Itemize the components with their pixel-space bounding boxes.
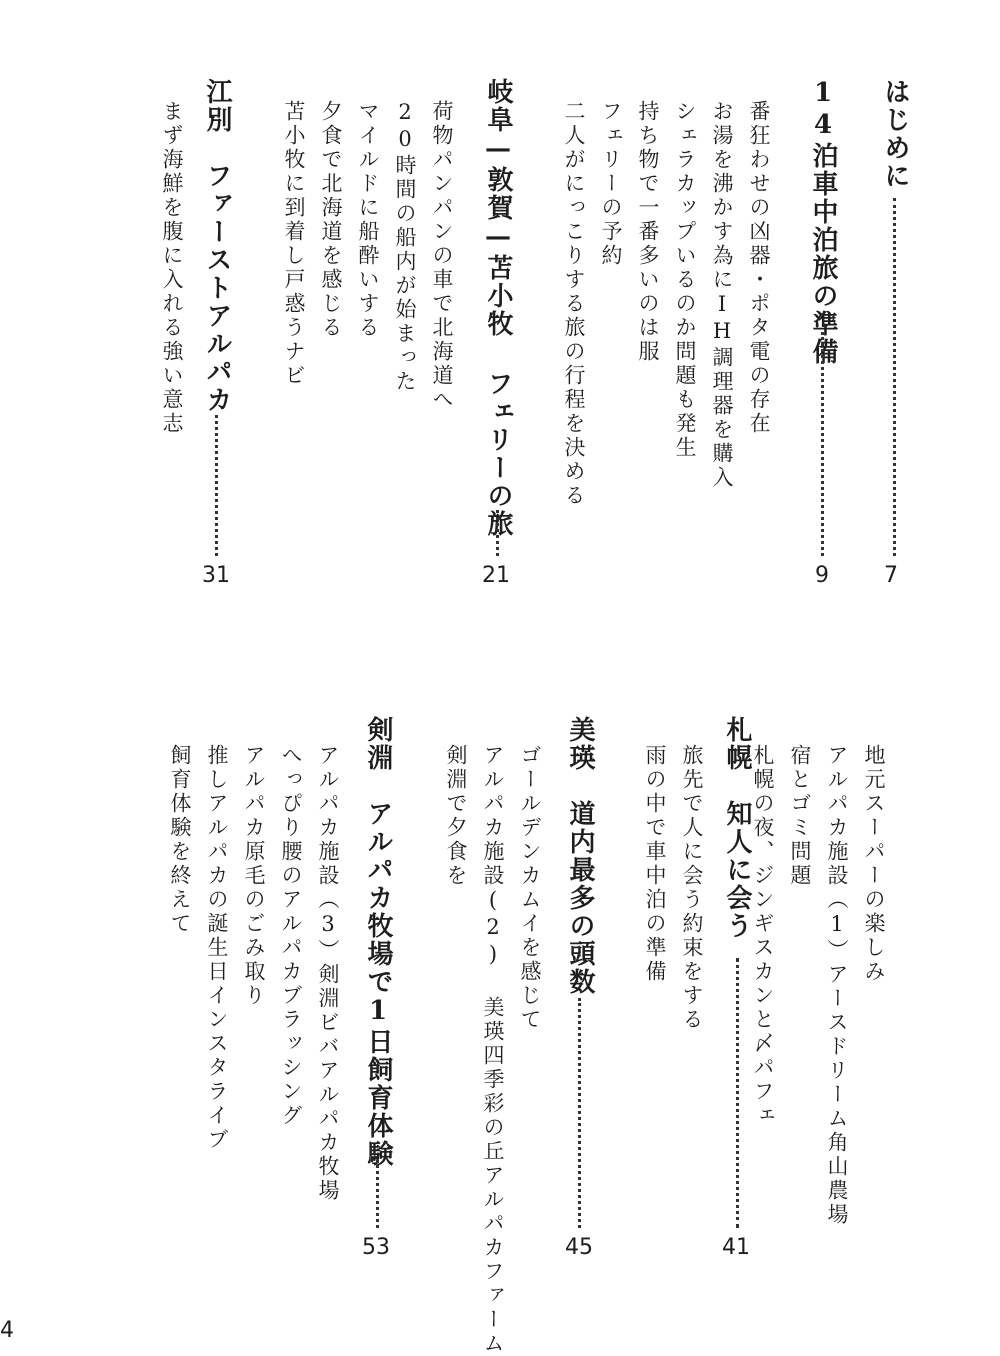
- toc-heading-kembuchi[interactable]: 剣淵 アルパカ牧場で1日飼育体験: [363, 716, 393, 1168]
- toc-subitem: まず海鮮を腹に入れる強い意志: [160, 100, 184, 436]
- toc-subitem: 旅先で人に会う約束をする: [680, 744, 704, 1032]
- toc-subitem: アルパカ施設（1）アースドリーム角山農場: [825, 744, 849, 1227]
- toc-subitem: 二人がにっこりする旅の行程を決める: [562, 100, 586, 508]
- toc-leader-dots: [736, 958, 749, 1228]
- toc-subitem: 地元スーパーの楽しみ: [862, 744, 886, 984]
- toc-heading-ferry[interactable]: 岐阜—敦賀—苫小牧 フェリーの旅: [483, 78, 513, 538]
- toc-leader-dots: [821, 332, 834, 556]
- toc-subitem: 荷物パンパンの車で北海道へ: [430, 100, 454, 412]
- toc-page-biei: 45: [565, 1235, 593, 1260]
- toc-heading-prep[interactable]: 14泊車中泊旅の準備: [808, 78, 838, 366]
- toc-page-intro: 7: [884, 563, 898, 588]
- toc-subitem: 雨の中で車中泊の準備: [643, 744, 667, 984]
- toc-heading-sapporo[interactable]: 札幌 知人に会う: [722, 716, 752, 940]
- toc-heading-ebetsu[interactable]: 江別 ファーストアルパカ: [202, 78, 232, 414]
- toc-subitem: 宿とゴミ問題: [788, 744, 812, 888]
- toc-page-ebetsu: 31: [202, 563, 230, 588]
- toc-subitem: 推しアルパカの誕生日インスタライブ: [205, 744, 229, 1152]
- toc-heading-intro[interactable]: はじめに: [880, 78, 910, 190]
- toc-subitem: 持ち物で一番多いのは服: [636, 100, 660, 364]
- toc-subitem: 札幌の夜、ジンギスカンと〆パフェ: [751, 744, 775, 1128]
- page-number: 4: [0, 1318, 14, 1343]
- toc-subitem: シェラカップいるのか問題も発生: [673, 100, 697, 460]
- toc-leader-dots: [376, 1160, 389, 1228]
- toc-subitem: お湯を沸かす為にIH調理器を購入: [710, 100, 734, 490]
- toc-subitem: マイルドに船酔いする: [356, 100, 380, 340]
- toc-subitem: へっぴり腰のアルパカブラッシング: [279, 744, 303, 1128]
- toc-subitem: アルパカ施設(2) 美瑛四季彩の丘アルパカファーム: [481, 744, 505, 1356]
- toc-subitem: 剣淵で夕食を: [444, 744, 468, 888]
- toc-subitem: 飼育体験を終えて: [168, 744, 192, 936]
- toc-heading-biei[interactable]: 美瑛 道内最多の頭数: [565, 716, 595, 996]
- toc-page-prep: 9: [815, 563, 829, 588]
- toc-leader-dots: [496, 510, 509, 556]
- toc-page-sapporo: 41: [722, 1235, 750, 1260]
- toc-leader-dots: [578, 998, 591, 1228]
- toc-subitem: 番狂わせの凶器・ポタ電の存在: [747, 100, 771, 436]
- toc-subitem: 20時間の船内が始まった: [393, 100, 417, 394]
- toc-subitem: ゴールデンカムイを感じて: [518, 744, 542, 1032]
- toc-leader-dots: [893, 198, 906, 556]
- toc-subitem: フェリーの予約: [599, 100, 623, 268]
- toc-subitem: アルパカ原毛のごみ取り: [242, 744, 266, 1008]
- toc-subitem: 苫小牧に到着し戸惑うナビ: [282, 100, 306, 388]
- toc-page-kembuchi: 53: [362, 1235, 390, 1260]
- toc-subitem: アルパカ施設（3）剣淵ビバアルパカ牧場: [316, 744, 340, 1203]
- toc-leader-dots: [215, 415, 228, 556]
- toc-page-ferry: 21: [482, 563, 510, 588]
- toc-subitem: 夕食で北海道を感じる: [319, 100, 343, 340]
